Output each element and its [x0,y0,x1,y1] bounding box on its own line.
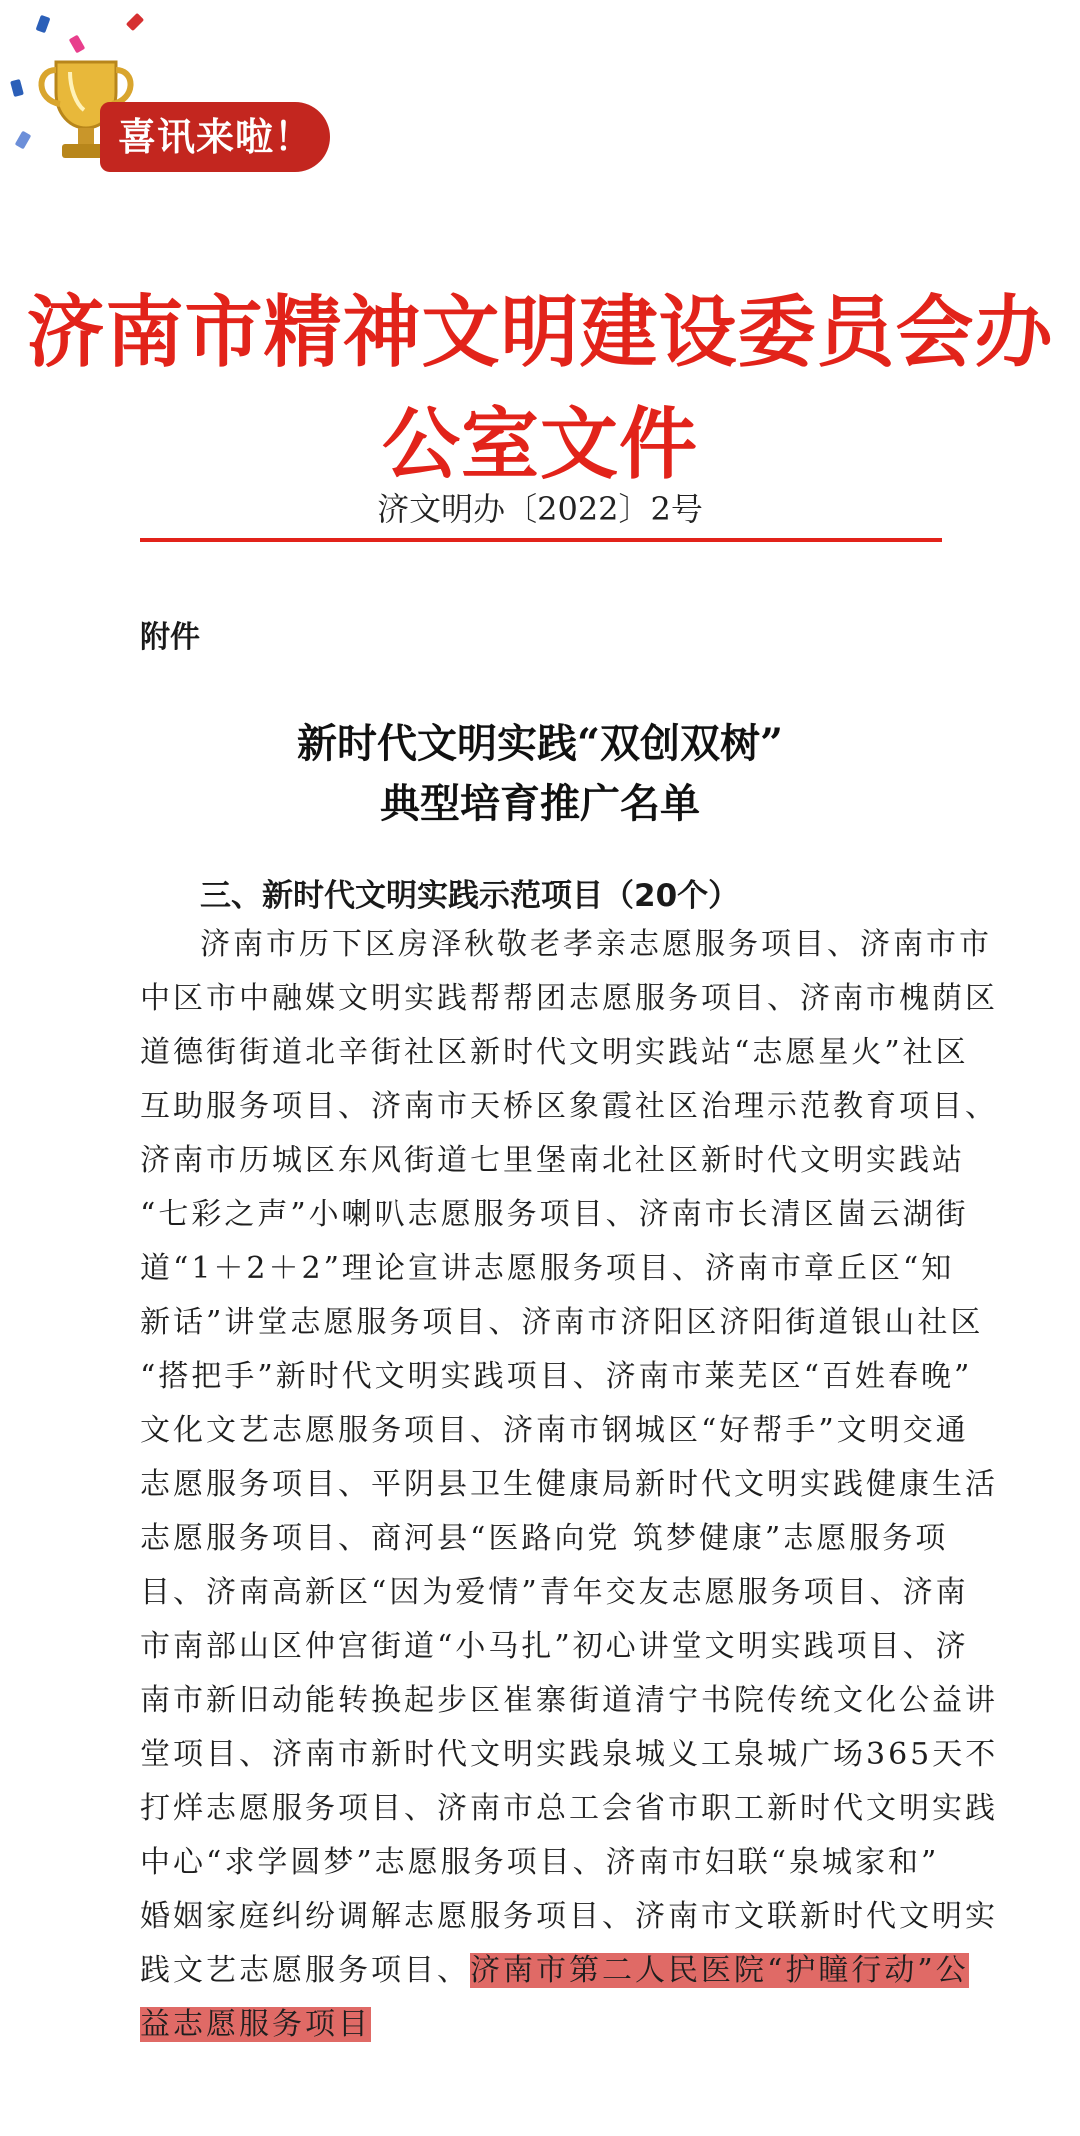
confetti-icon [126,13,144,31]
list-title-line-1: 新时代文明实践“双创双树” [296,720,783,767]
header-divider [140,538,942,542]
section-heading: 三、新时代文明实践示范项目（20个） [200,878,740,914]
body-line: 道德街街道北辛街社区新时代文明实践站“志愿星火”社区 [140,1035,969,1070]
highlighted-hospital-project: 济南市第二人民医院“护瞳行动”公 [470,1953,969,1988]
body-line: 互助服务项目、济南市天桥区象霞社区治理示范教育项目、 [140,1089,998,1124]
body-line: 堂项目、济南市新时代文明实践泉城义工泉城广场365天不 [140,1737,999,1772]
document-header-title: 济南市精神文明建设委员会办公室文件 [26,288,1054,490]
body-line: 济南市历城区东风街道七里堡南北社区新时代文明实践站 [140,1143,965,1178]
body-line: 新话”讲堂志愿服务项目、济南市济阳区济阳街道银山社区 [140,1305,984,1340]
body-line: 婚姻家庭纠纷调解志愿服务项目、济南市文联新时代文明实 [140,1899,998,1934]
body-line: 目、济南高新区“因为爱情”青年交友志愿服务项目、济南 [140,1575,969,1610]
badge-label: 喜讯来啦！ [100,102,330,172]
body-line: 中区市中融媒文明实践帮帮团志愿服务项目、济南市槐荫区 [140,981,998,1016]
body-line: 南市新旧动能转换起步区崔寨街道清宁书院传统文化公益讲 [140,1683,998,1718]
confetti-icon [10,79,24,97]
body-line: “搭把手”新时代文明实践项目、济南市莱芜区“百姓春晚” [140,1359,973,1394]
document-number: 济文明办〔2022〕2号 [377,490,703,528]
body-line-highlighted [140,1951,969,1991]
list-title-line-2: 典型培育推广名单 [380,780,700,827]
confetti-icon [36,15,51,33]
highlighted-hospital-project-end: 益志愿服务项目 [140,2007,371,2042]
body-line: 文化文艺志愿服务项目、济南市钢城区“好帮手”文明交通 [140,1413,969,1448]
body-line: 志愿服务项目、平阴县卫生健康局新时代文明实践健康生活 [140,1467,998,1502]
news-badge [8,10,338,170]
body-line: 济南市历下区房泽秋敬老孝亲志愿服务项目、济南市市 [200,927,992,962]
body-line: 中心“求学圆梦”志愿服务项目、济南市妇联“泉城家和” [140,1845,940,1880]
attachment-label: 附件 [140,620,200,655]
body-line: 志愿服务项目、商河县“医路向党 筑梦健康”志愿服务项 [140,1521,949,1556]
body-line: 打烊志愿服务项目、济南市总工会省市职工新时代文明实践 [140,1791,998,1826]
body-text-plain: 践文艺志愿服务项目、 [140,1953,470,1988]
body-line: 道“1＋2＋2”理论宣讲志愿服务项目、济南市章丘区“知 [140,1251,955,1286]
body-line: 市南部山区仲宫街道“小马扎”初心讲堂文明实践项目、济 [140,1629,969,1664]
body-line-last [140,2005,942,2045]
body-line: “七彩之声”小喇叭志愿服务项目、济南市长清区崮云湖街 [140,1197,969,1232]
